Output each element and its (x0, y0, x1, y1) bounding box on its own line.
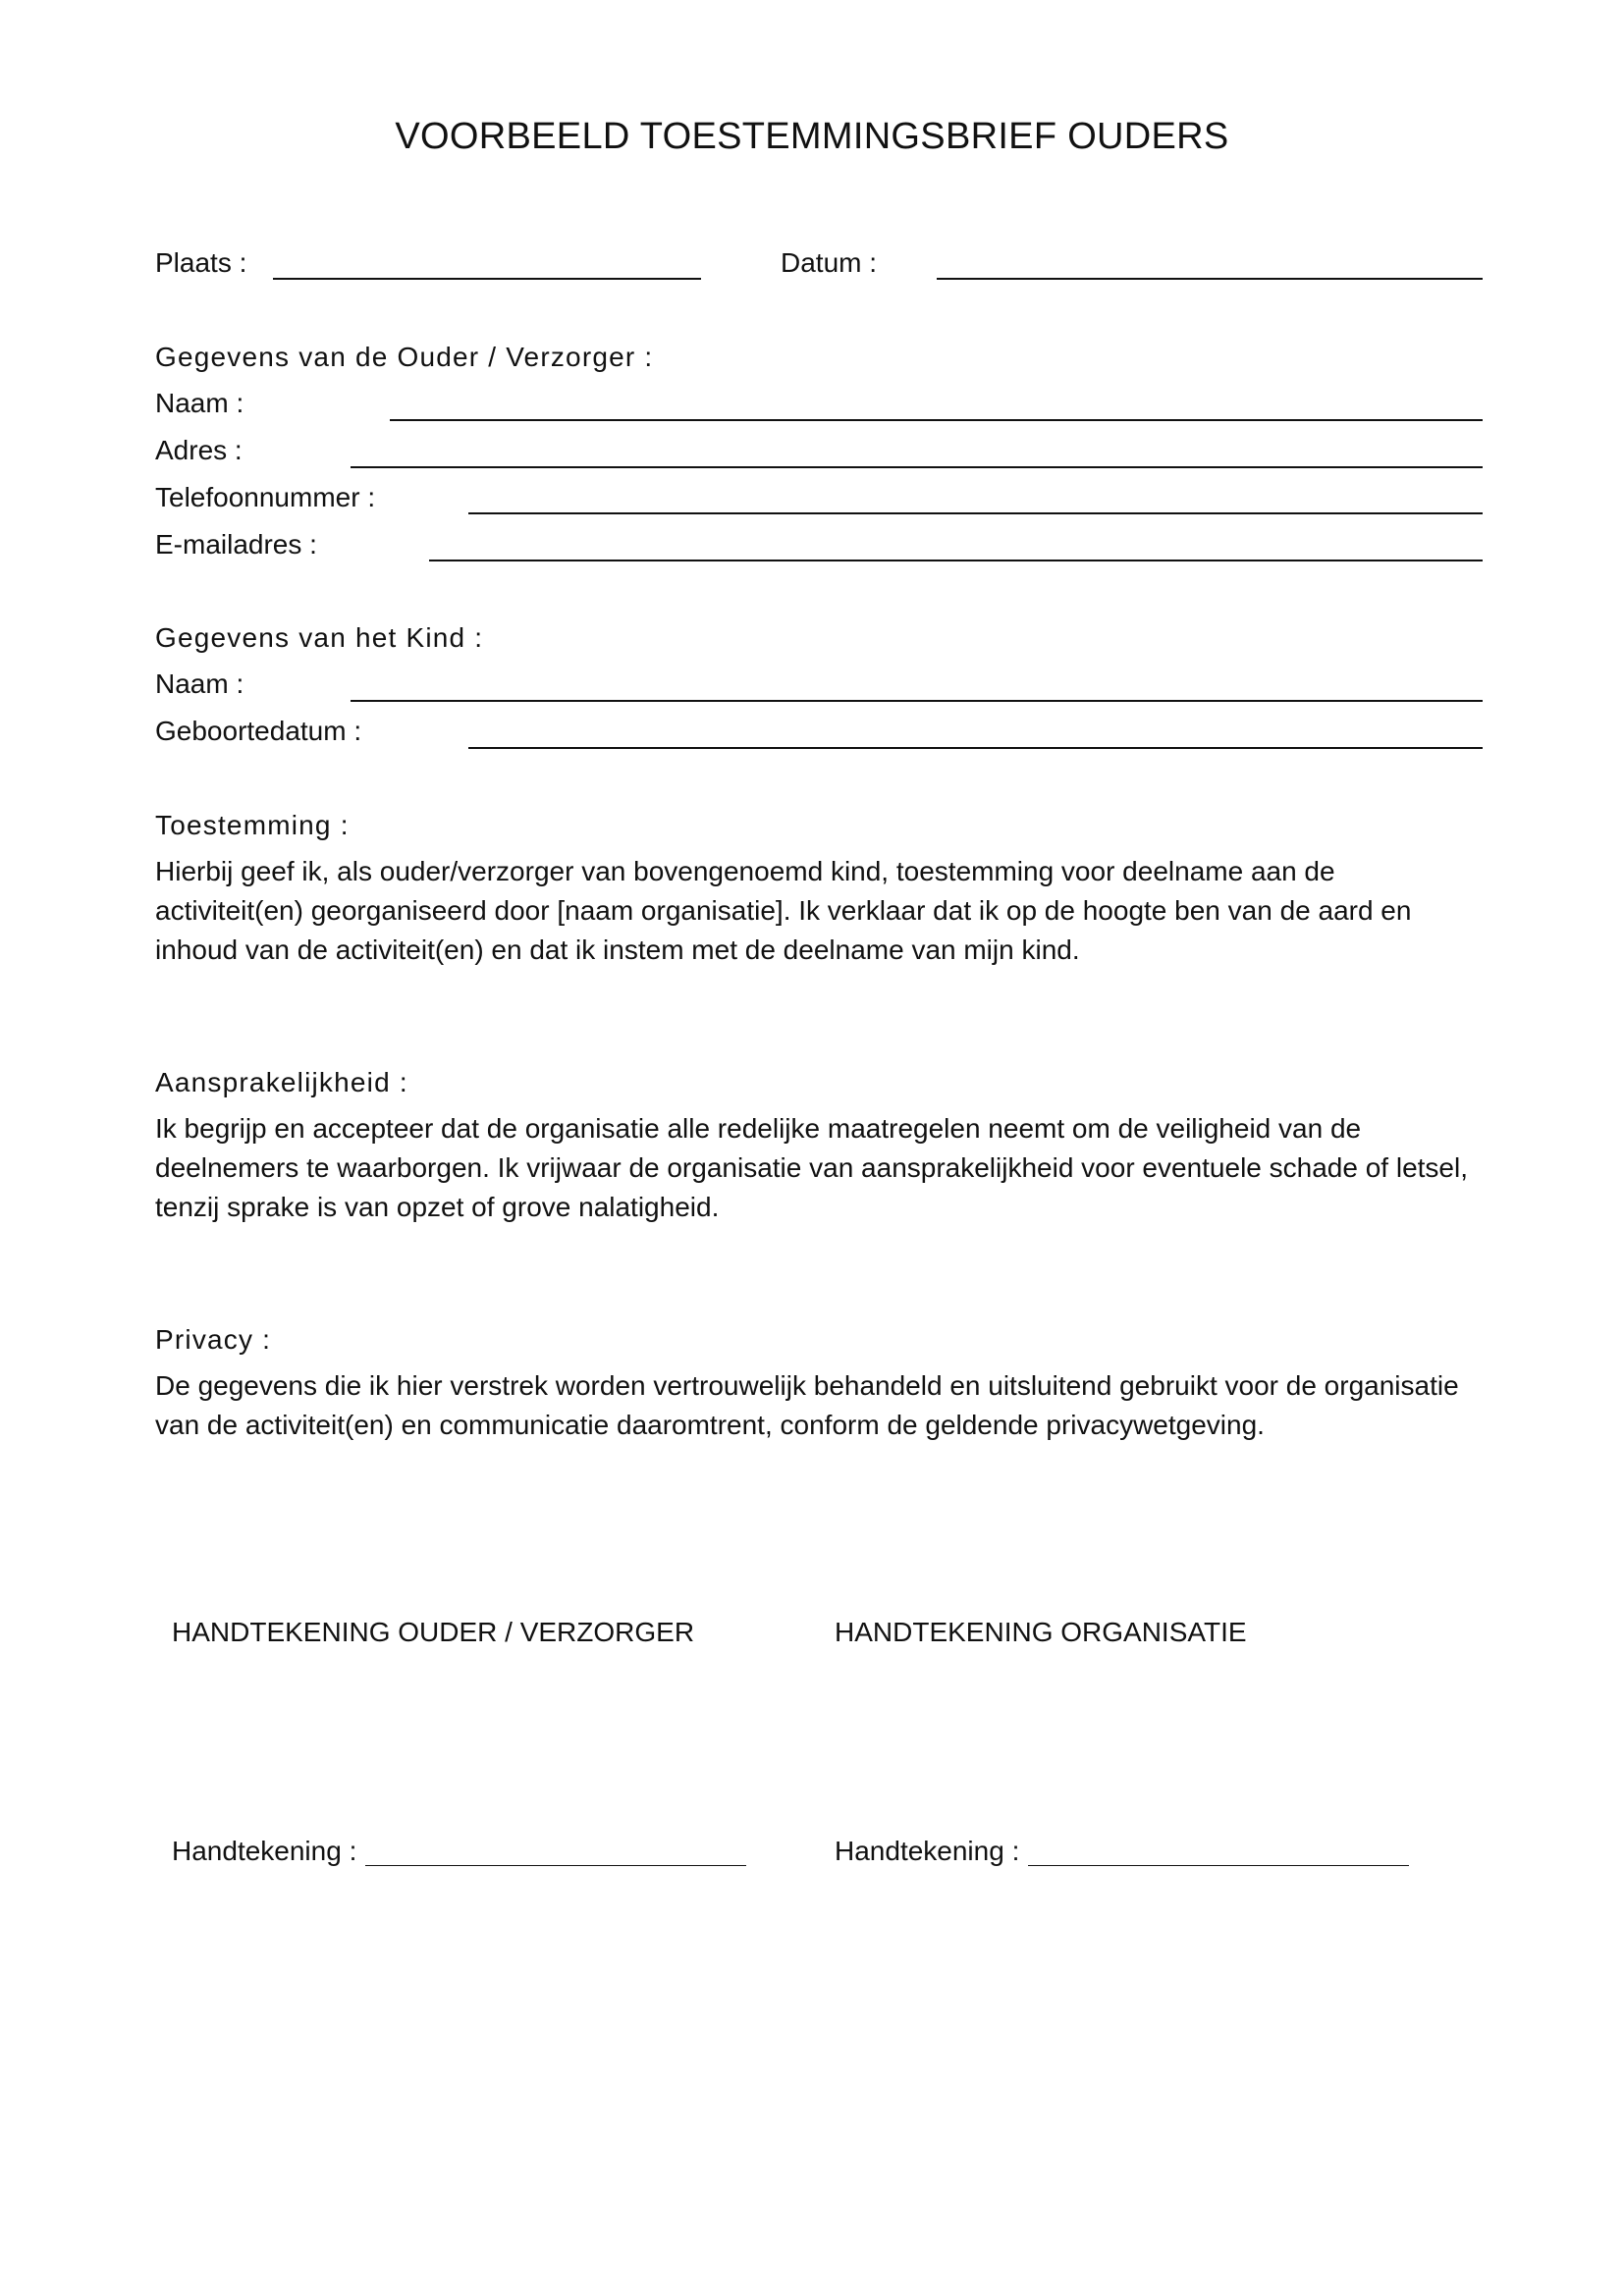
child-birthdate-field[interactable] (468, 747, 1483, 749)
parent-section-heading: Gegevens van de Ouder / Verzorger : (155, 342, 654, 372)
parent-name-label: Naam : (155, 388, 244, 418)
child-section-heading: Gegevens van het Kind : (155, 622, 484, 653)
place-field[interactable] (273, 278, 701, 280)
liability-heading: Aansprakelijkheid : (155, 1067, 408, 1097)
parent-name-field[interactable] (390, 419, 1483, 421)
document-title: VOORBEELD TOESTEMMINGSBRIEF OUDERS (395, 116, 1229, 157)
parent-signature-field[interactable] (365, 1865, 746, 1866)
consent-heading: Toestemming : (155, 810, 350, 840)
privacy-heading: Privacy : (155, 1324, 272, 1355)
place-label: Plaats : (155, 247, 247, 278)
child-name-field[interactable] (351, 700, 1483, 702)
parent-signature-label: Handtekening : (172, 1836, 357, 1866)
parent-email-label: E-mailadres : (155, 529, 317, 560)
liability-text: Ik begrijp en accepteer dat de organisatie alle redelijke maatregelen neemt om de veiligheid van de deelnemers te waarborgen. Ik vrijwaar de organisatie van aansprakelijkheid voor eventuele schade of letsel, tenzij sprake is van opzet of grove nalatigheid. (155, 1113, 1468, 1222)
parent-phone-field[interactable] (468, 512, 1483, 514)
parent-email-field[interactable] (429, 560, 1483, 561)
organization-signature-field[interactable] (1028, 1865, 1409, 1866)
date-label: Datum : (781, 247, 878, 278)
privacy-text: De gegevens die ik hier verstrek worden vertrouwelijk behandeld en uitsluitend gebruikt voor de organisatie van de activiteit(en) en communicatie daaromtrent, conform de geldende privacywetgeving. (155, 1370, 1459, 1440)
consent-text: Hierbij geef ik, als ouder/verzorger van bovengenoemd kind, toestemming voor deelname aan de activiteit(en) georganiseerd door [naam organisatie]. Ik verklaar dat ik op de hoogte ben van de aard en inhoud van de activiteit(en) en dat ik instem met de deelname van mijn kind. (155, 856, 1412, 965)
parent-address-label: Adres : (155, 435, 243, 465)
organization-signature-heading: HANDTEKENING ORGANISATIE (835, 1617, 1247, 1647)
child-birthdate-label: Geboortedatum : (155, 716, 362, 746)
organization-signature-label: Handtekening : (835, 1836, 1020, 1866)
child-name-label: Naam : (155, 668, 244, 699)
parent-address-field[interactable] (351, 466, 1483, 468)
date-field[interactable] (937, 278, 1483, 280)
parent-phone-label: Telefoonnummer : (155, 482, 376, 512)
parent-signature-heading: HANDTEKENING OUDER / VERZORGER (172, 1617, 695, 1647)
